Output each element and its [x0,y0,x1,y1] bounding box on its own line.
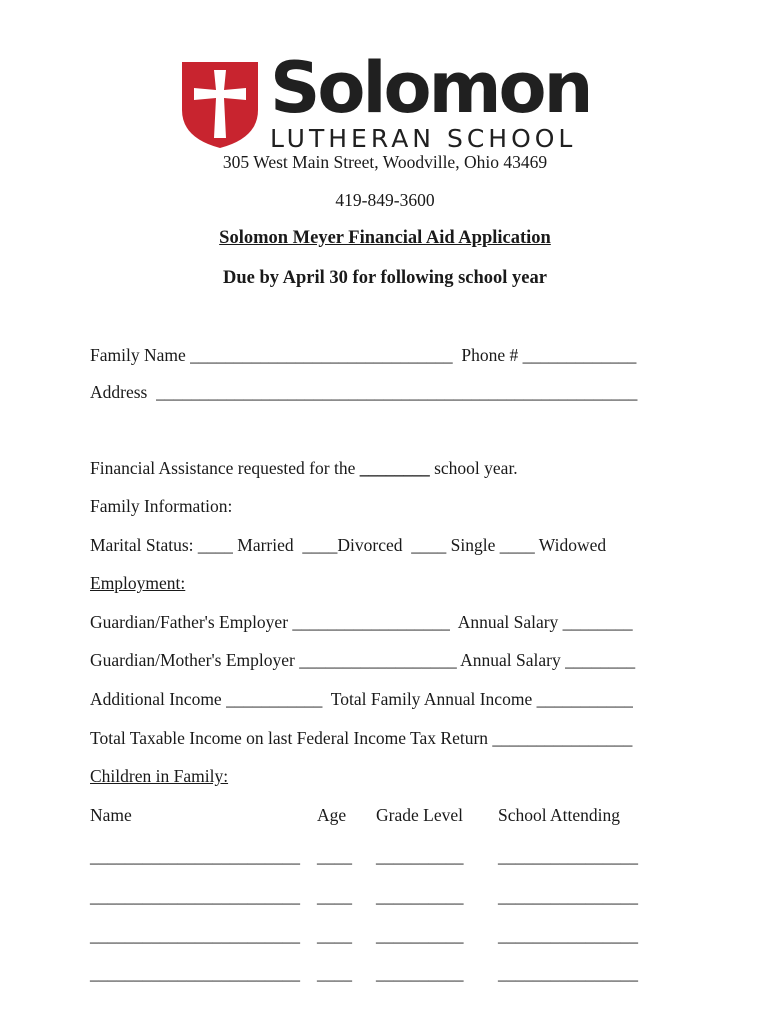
logo-name: Solomon [270,47,591,129]
family-name-phone-field[interactable]: Family Name ______________________________ Phone # _____________ [90,345,637,365]
child-school-field[interactable]: ________________ [498,886,638,906]
form-title: Solomon Meyer Financial Aid Application [219,228,551,248]
col-header-grade: Grade Level [376,805,463,825]
assistance-label-end: school year. [429,458,518,478]
col-header-name: Name [90,805,132,825]
school-logo [180,47,591,156]
school-phone: 419-849-3600 [335,190,435,210]
logo-subtitle: LUTHERAN SCHOOL [270,124,577,153]
due-date: Due by April 30 for following school year [223,268,547,288]
child-grade-field[interactable]: __________ [376,963,464,983]
address-field[interactable]: Address _______________________________________________________ [90,382,638,402]
assistance-year-line [90,458,518,478]
child-grade-field[interactable]: __________ [376,886,464,906]
child-name-field[interactable]: ________________________ [90,925,300,945]
child-school-field[interactable]: ________________ [498,925,638,945]
child-name-field[interactable]: ________________________ [90,963,300,983]
income-field[interactable]: Additional Income ___________ Total Family Annual Income ___________ [90,689,633,709]
school-address: 305 West Main Street, Woodville, Ohio 43469 [222,152,548,172]
child-age-field[interactable]: ____ [317,846,352,866]
cross-shield-icon [180,60,260,150]
child-grade-field[interactable]: __________ [376,846,464,866]
child-school-field[interactable]: ________________ [498,963,638,983]
taxable-income-field[interactable]: Total Taxable Income on last Federal Income Tax Return ________________ [90,728,633,748]
father-employer-field[interactable]: Guardian/Father's Employer __________________ Annual Salary ________ [90,612,633,632]
assistance-label: Financial Assistance requested for the [90,458,360,478]
child-grade-field[interactable]: __________ [376,925,464,945]
child-age-field[interactable]: ____ [317,925,352,945]
child-name-field[interactable]: ________________________ [90,886,300,906]
child-school-field[interactable]: ________________ [498,846,638,866]
col-header-school: School Attending [498,805,621,825]
family-info-heading: Family Information: [90,496,233,516]
mother-employer-field[interactable]: Guardian/Mother's Employer __________________ Annual Salary ________ [90,650,636,670]
employment-heading: Employment: [90,573,186,593]
child-age-field[interactable]: ____ [317,963,352,983]
school-year-field[interactable]: ________ [359,458,430,478]
child-name-field[interactable]: ________________________ [90,846,300,866]
marital-status-field[interactable]: Marital Status: ____ Married ____Divorced ____ Single ____ Widowed [90,535,607,555]
col-header-age: Age [317,805,347,825]
child-age-field[interactable]: ____ [317,886,352,906]
children-heading: Children in Family: [90,766,229,786]
